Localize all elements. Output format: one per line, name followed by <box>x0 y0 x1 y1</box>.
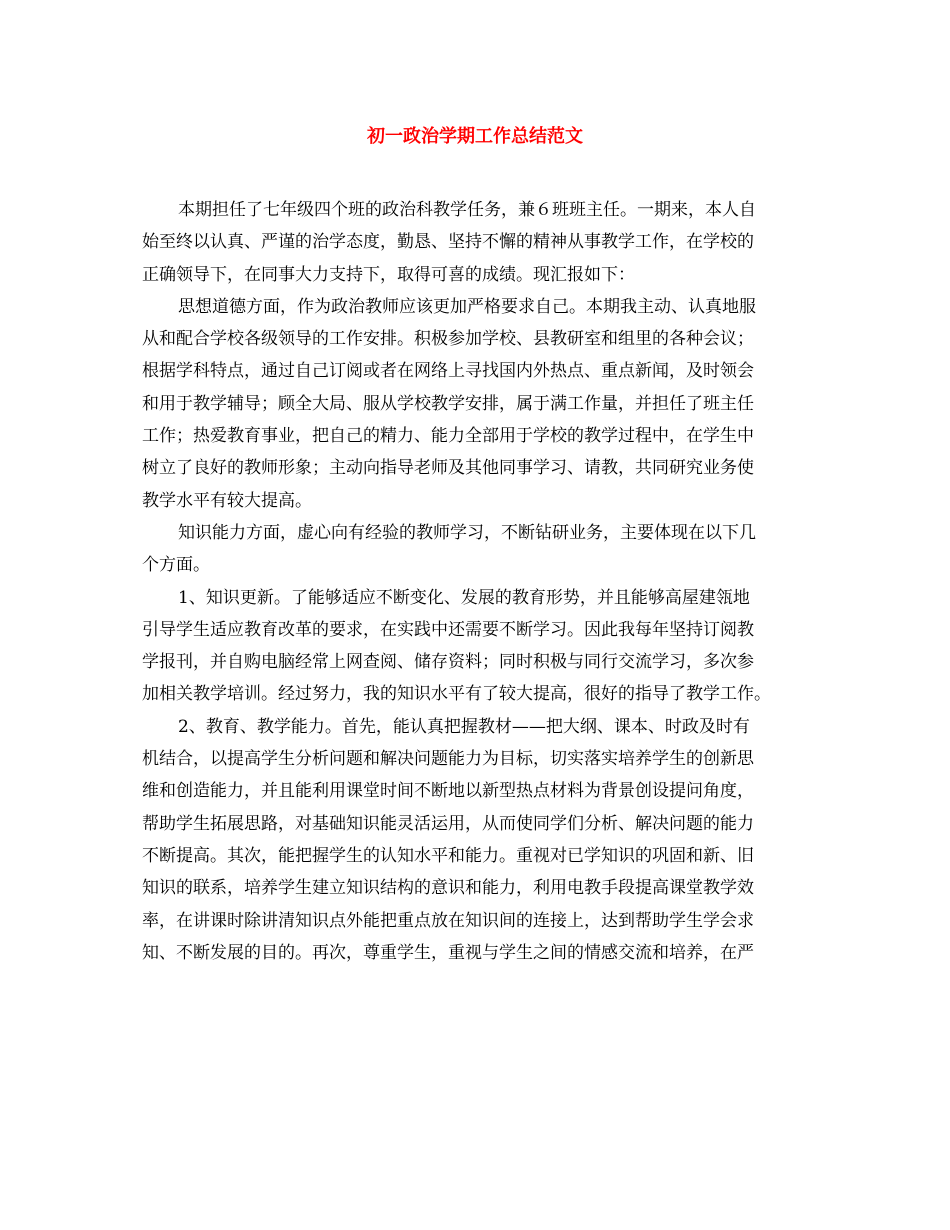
body-line: 工作；热爱教育事业，把自己的精力、能力全部用于学校的教学过程中，在学生中 <box>142 426 754 447</box>
body-line: 学报刊，并自购电脑经常上网查阅、储存资料；同时积极与同行交流学习，多次参 <box>142 652 754 673</box>
body-line: 知识能力方面，虚心向有经验的教师学习，不断钻研业务，主要体现在以下几 <box>178 522 756 543</box>
body-line: 不断提高。其次，能把握学生的认知水平和能力。重视对已学知识的巩固和新、旧 <box>142 845 754 866</box>
body-line: 引导学生适应教育改革的要求，在实践中还需要不断学习。因此我每年坚持订阅教 <box>142 619 754 640</box>
body-line: 正确领导下，在同事大力支持下，取得可喜的成绩。现汇报如下： <box>142 264 635 285</box>
body-line: 机结合，以提高学生分析问题和解决问题能力为目标，切实落实培养学生的创新思 <box>142 749 754 770</box>
body-line: 帮助学生拓展思路，对基础知识能灵活运用，从而使同学们分析、解决问题的能力 <box>142 813 754 834</box>
body-line: 教学水平有较大提高。 <box>142 490 312 511</box>
body-line: 维和创造能力，并且能利用课堂时间不断地以新型热点材料为背景创设提问角度， <box>142 781 754 802</box>
body-line: 本期担任了七年级四个班的政治科教学任务，兼６班班主任。一期来，本人自 <box>178 200 756 220</box>
body-line: 根据学科特点，通过自己订阅或者在网络上寻找国内外热点、重点新闻，及时领会 <box>142 361 754 382</box>
body-line: 知识的联系，培养学生建立知识结构的意识和能力，利用电教手段提高课堂教学效 <box>142 878 754 899</box>
body-line: 树立了良好的教师形象；主动向指导老师及其他同事学习、请教，共同研究业务使 <box>142 458 754 479</box>
body-line: 2、教育、教学能力。首先，能认真把握教材——把大纲、课本、时政及时有 <box>178 716 750 737</box>
document-body <box>142 194 812 969</box>
body-line: 始至终以认真、严谨的治学态度，勤恳、坚持不懈的精神从事教学工作，在学校的 <box>142 232 754 253</box>
body-line: 率，在讲课时除讲清知识点外能把重点放在知识间的连接上，达到帮助学生学会求 <box>142 910 754 931</box>
body-line: 和用于教学辅导；顾全大局、服从学校教学安排，属于满工作量，并担任了班主任 <box>142 393 754 414</box>
body-line: 加相关教学培训。经过努力，我的知识水平有了较大提高，很好的指导了教学工作。 <box>142 684 771 705</box>
body-line: 个方面。 <box>142 555 210 576</box>
body-line: 从和配合学校各级领导的工作安排。积极参加学校、县教研室和组里的各种会议； <box>142 329 754 350</box>
body-line: 思想道德方面，作为政治教师应该更加严格要求自己。本期我主动、认真地服 <box>178 296 756 317</box>
body-line: 1、知识更新。了能够适应不断变化、发展的教育形势，并且能够高屋建瓴地 <box>178 587 750 608</box>
document-title: 初一政治学期工作总结范文 <box>367 126 583 147</box>
body-line: 知、不断发展的目的。再次，尊重学生，重视与学生之间的情感交流和培养，在严 <box>142 942 754 963</box>
